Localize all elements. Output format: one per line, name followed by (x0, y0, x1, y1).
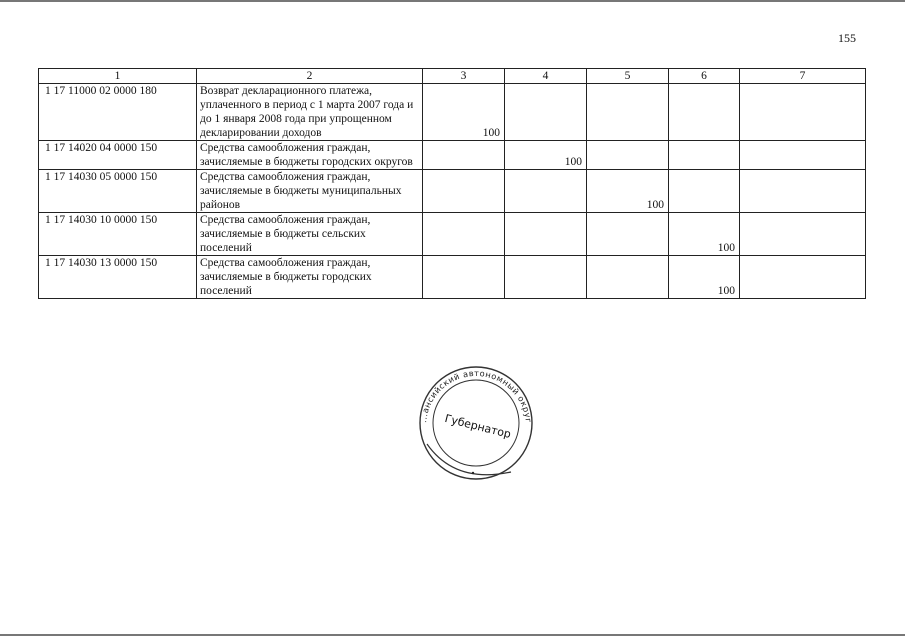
income-name: Средства самообложения граждан, зачисляемые в бюджеты муниципальных районов (197, 170, 423, 213)
value-col-7 (740, 141, 866, 170)
seal-center-text: Губернатор (443, 411, 513, 441)
income-name: Средства самообложения граждан, зачисляемые в бюджеты городских округов (197, 141, 423, 170)
income-name: Возврат декларационного платежа, уплаченного в период с 1 марта 2007 года и до 1 января 2008 года при упрощенном декларировании доходов (197, 84, 423, 141)
table-row (39, 256, 866, 299)
value-col-6 (669, 84, 740, 141)
budget-code: 1 17 14030 10 0000 150 (39, 213, 197, 256)
value-col-4 (505, 84, 587, 141)
seal-ring-text: ...ансийский автономный округ (418, 367, 534, 424)
value-col-4 (505, 256, 587, 299)
value-col-6: 100 (669, 213, 740, 256)
value-col-5 (587, 84, 669, 141)
value-col-6: 100 (669, 256, 740, 299)
page-number: 155 (838, 31, 856, 45)
header-col-2: 2 (197, 69, 423, 84)
table-header-row (39, 69, 866, 84)
income-name: Средства самообложения граждан, зачисляемые в бюджеты городских поселений (197, 256, 423, 299)
value-col-3 (423, 213, 505, 256)
value-col-7 (740, 84, 866, 141)
budget-code: 1 17 14030 05 0000 150 (39, 170, 197, 213)
scan-border-bottom (0, 634, 905, 636)
value-col-7 (740, 213, 866, 256)
budget-code: 1 17 14030 13 0000 150 (39, 256, 197, 299)
budget-table (38, 68, 866, 299)
value-col-5 (587, 141, 669, 170)
header-col-5: 5 (587, 69, 669, 84)
income-name: Средства самообложения граждан, зачисляемые в бюджеты сельских поселений (197, 213, 423, 256)
value-col-5 (587, 213, 669, 256)
table-row (39, 141, 866, 170)
value-col-6 (669, 141, 740, 170)
header-col-6: 6 (669, 69, 740, 84)
table-row (39, 170, 866, 213)
value-col-4: 100 (505, 141, 587, 170)
value-col-5: 100 (587, 170, 669, 213)
value-col-4 (505, 213, 587, 256)
table-row (39, 213, 866, 256)
value-col-3 (423, 256, 505, 299)
value-col-6 (669, 170, 740, 213)
value-col-3: 100 (423, 84, 505, 141)
value-col-5 (587, 256, 669, 299)
seal-stamp-icon (415, 356, 539, 486)
value-col-3 (423, 141, 505, 170)
value-col-7 (740, 256, 866, 299)
governor-seal (415, 356, 539, 491)
value-col-7 (740, 170, 866, 213)
header-col-7: 7 (740, 69, 866, 84)
scan-border-top (0, 0, 905, 2)
value-col-3 (423, 170, 505, 213)
table-row (39, 84, 866, 141)
budget-code: 1 17 14020 04 0000 150 (39, 141, 197, 170)
value-col-4 (505, 170, 587, 213)
header-col-4: 4 (505, 69, 587, 84)
header-col-1: 1 (39, 69, 197, 84)
header-col-3: 3 (423, 69, 505, 84)
budget-code: 1 17 11000 02 0000 180 (39, 84, 197, 141)
